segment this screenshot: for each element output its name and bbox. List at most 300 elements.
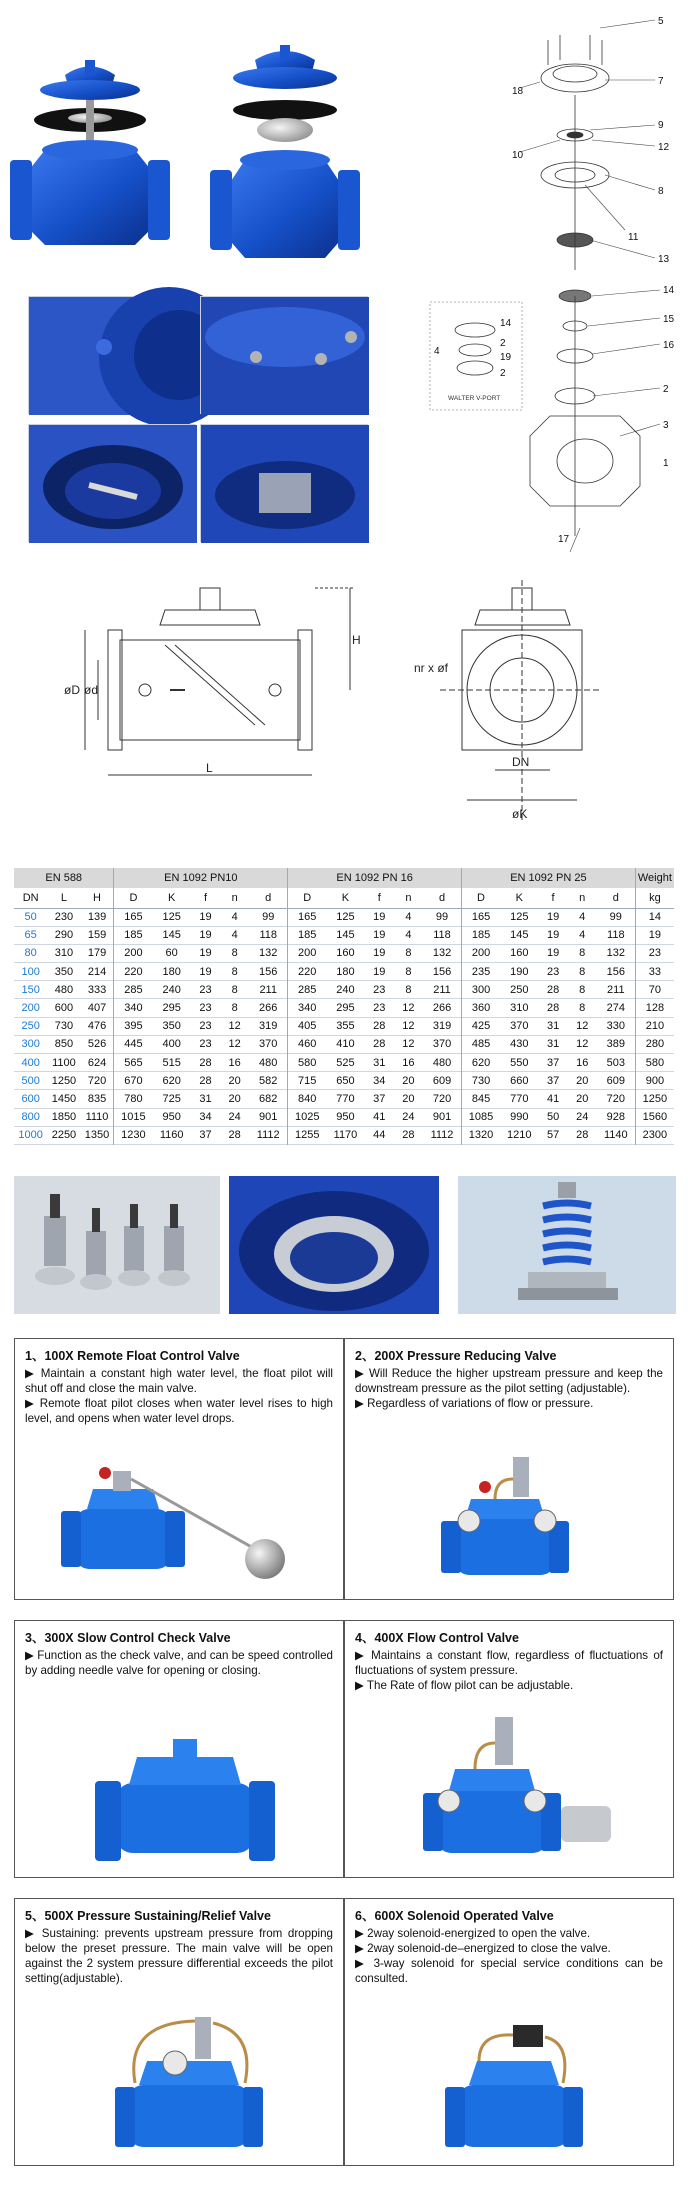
table-cell: 37 xyxy=(546,1074,560,1087)
table-cell: 20 xyxy=(402,1092,415,1105)
table-cell: 8 xyxy=(579,983,586,996)
table-cell: 900 xyxy=(635,1072,674,1090)
table-cell: 160 xyxy=(336,947,355,960)
table-cell: 1170 xyxy=(333,1129,358,1142)
dn-cell: 50 xyxy=(24,911,37,924)
table-cell: 19 xyxy=(199,929,212,942)
dim-label-nrf: nr x øf xyxy=(414,661,449,675)
table-cell: 179 xyxy=(87,947,107,960)
table-cell: 33 xyxy=(635,963,674,981)
table-cell: 145 xyxy=(162,929,181,942)
product-title: 4、400X Flow Control Valve xyxy=(355,1631,519,1645)
table-cell: 845 xyxy=(462,1090,501,1108)
table-cell: 430 xyxy=(510,1038,529,1051)
table-cell: 330 xyxy=(606,1020,625,1033)
table-cell: 125 xyxy=(336,911,355,924)
table-cell: 2250 xyxy=(51,1129,77,1142)
table-cell: 34 xyxy=(199,1111,212,1124)
table-cell: 8 xyxy=(231,965,238,978)
table-row xyxy=(14,981,674,999)
dn-cell: 100 xyxy=(21,965,40,978)
table-cell: 4 xyxy=(231,929,238,942)
table-row xyxy=(14,926,674,944)
part-number: 16 xyxy=(663,340,675,351)
table-cell: 128 xyxy=(635,999,674,1017)
dimension-table-wrapper xyxy=(14,868,674,1145)
dn-cell: 200 xyxy=(21,1002,40,1015)
table-cell: 23 xyxy=(199,983,212,996)
product-line: ▶ 2way solenoid-de–energized to close the valve. xyxy=(355,1942,611,1955)
pressure-reducing-valve-image xyxy=(425,1449,605,1589)
product-title: 6、600X Solenoid Operated Valve xyxy=(355,1909,554,1923)
table-cell: 609 xyxy=(432,1074,452,1087)
table-cell: 99 xyxy=(609,911,622,924)
table-cell: 730 xyxy=(54,1020,74,1033)
table-cell: 476 xyxy=(87,1020,107,1033)
photo-v-port-cage xyxy=(229,1176,439,1314)
accessory-photos xyxy=(0,1176,688,1316)
table-cell: 425 xyxy=(462,1017,501,1035)
part-number: 3 xyxy=(663,420,669,431)
table-cell: 165 xyxy=(462,908,501,926)
table-cell: 240 xyxy=(162,983,181,996)
group-header-weight: Weight xyxy=(635,868,674,888)
column-header: f xyxy=(365,888,394,908)
table-cell: 266 xyxy=(259,1002,278,1015)
table-cell: 28 xyxy=(402,1129,415,1142)
table-cell: 8 xyxy=(405,965,412,978)
group-header-pn16: EN 1092 PN 16 xyxy=(288,868,462,888)
table-cell: 19 xyxy=(373,947,386,960)
table-cell: 57 xyxy=(546,1129,560,1142)
exploded-line-drawing xyxy=(541,35,609,270)
table-cell: 19 xyxy=(373,929,386,942)
product-line: ▶ 2way solenoid-energized to open the valve. xyxy=(355,1927,591,1940)
table-cell: 600 xyxy=(54,1002,74,1015)
table-cell: 165 xyxy=(114,908,153,926)
table-cell: 770 xyxy=(510,1092,529,1105)
table-cell: 720 xyxy=(87,1074,107,1087)
table-cell: 185 xyxy=(462,926,501,944)
detail-photo-flange xyxy=(28,296,196,414)
table-cell: 407 xyxy=(87,1002,107,1015)
table-cell: 44 xyxy=(373,1129,386,1142)
table-cell: 290 xyxy=(54,929,74,942)
table-cell: 1015 xyxy=(114,1108,153,1126)
part-number: 10 xyxy=(512,150,524,161)
table-cell: 185 xyxy=(288,926,327,944)
product-card-600x xyxy=(344,1898,674,2166)
table-cell: 118 xyxy=(607,929,625,942)
table-cell: 165 xyxy=(288,908,327,926)
table-cell: 835 xyxy=(87,1092,107,1105)
table-cell: 526 xyxy=(87,1038,107,1051)
part-number: 15 xyxy=(663,314,675,325)
table-cell: 28 xyxy=(546,1002,560,1015)
table-cell: 340 xyxy=(114,999,153,1017)
table-cell: 4 xyxy=(405,929,412,942)
table-cell: 990 xyxy=(510,1111,529,1124)
table-cell: 730 xyxy=(462,1072,501,1090)
table-cell: 28 xyxy=(546,983,560,996)
dimension-drawings xyxy=(0,560,688,860)
table-cell: 720 xyxy=(432,1092,452,1105)
column-header: n xyxy=(568,888,597,908)
table-cell: 41 xyxy=(546,1092,560,1105)
group-header-en588: EN 588 xyxy=(14,868,114,888)
table-cell: 580 xyxy=(635,1054,674,1072)
table-cell: 139 xyxy=(87,911,107,924)
table-cell: 8 xyxy=(579,965,586,978)
table-cell: 70 xyxy=(635,981,674,999)
table-cell: 310 xyxy=(54,947,74,960)
table-cell: 214 xyxy=(87,965,107,978)
table-cell: 211 xyxy=(259,983,277,996)
table-cell: 300 xyxy=(462,981,501,999)
table-cell: 1085 xyxy=(462,1108,501,1126)
group-header-pn10: EN 1092 PN10 xyxy=(114,868,288,888)
table-cell: 1110 xyxy=(85,1111,109,1124)
product-card-400x xyxy=(344,1620,674,1878)
product-description xyxy=(345,1648,673,1693)
table-cell: 8 xyxy=(579,947,586,960)
table-cell: 565 xyxy=(114,1054,153,1072)
dn-cell: 65 xyxy=(24,929,37,942)
table-cell: 200 xyxy=(462,944,501,962)
table-cell: 405 xyxy=(288,1017,327,1035)
table-cell: 125 xyxy=(162,911,181,924)
table-cell: 19 xyxy=(546,947,560,960)
table-cell: 24 xyxy=(576,1111,589,1124)
table-cell: 1100 xyxy=(52,1056,76,1069)
product-line: ▶ Maintain a constant high water level, the float pilot will shut off and close the main valve. xyxy=(25,1367,333,1395)
table-cell: 16 xyxy=(228,1056,241,1069)
inset-part-number: 19 xyxy=(500,352,512,363)
table-cell: 20 xyxy=(402,1074,415,1087)
table-cell: 525 xyxy=(336,1056,355,1069)
table-cell: 770 xyxy=(336,1092,355,1105)
table-cell: 1350 xyxy=(84,1129,110,1142)
table-cell: 31 xyxy=(546,1020,560,1033)
table-cell: 41 xyxy=(373,1111,386,1124)
detail-photo-bonnet xyxy=(200,296,368,414)
table-cell: 4 xyxy=(579,929,586,942)
table-cell: 1450 xyxy=(51,1092,77,1105)
table-cell: 580 xyxy=(288,1054,327,1072)
table-cell: 389 xyxy=(606,1038,625,1051)
table-cell: 28 xyxy=(228,1129,241,1142)
table-row xyxy=(14,1090,674,1108)
table-cell: 23 xyxy=(199,1038,212,1051)
table-cell: 2300 xyxy=(635,1126,674,1144)
part-number: 1 xyxy=(663,458,669,469)
table-cell: 8 xyxy=(231,983,238,996)
table-cell: 19 xyxy=(199,911,212,924)
table-cell: 480 xyxy=(259,1056,278,1069)
table-cell: 28 xyxy=(373,1038,386,1051)
table-cell: 1250 xyxy=(635,1090,674,1108)
table-cell: 20 xyxy=(576,1092,589,1105)
dim-label-D: øD xyxy=(64,683,80,697)
table-cell: 211 xyxy=(433,983,451,996)
dn-cell: 500 xyxy=(21,1074,40,1087)
table-cell: 8 xyxy=(231,1002,238,1015)
product-line: ▶ Function as the check valve, and can be speed controlled by adding needle valve for opening or closing. xyxy=(25,1649,333,1677)
table-cell: 395 xyxy=(114,1017,153,1035)
exploded-valve-left xyxy=(10,60,170,245)
part-number: 9 xyxy=(658,120,664,131)
product-line: ▶ Sustaining: prevents upstream pressure from dropping below the preset pressure. The main valve will be open against the 2 system pressure differential exceeds the pilot setting(adjustable). xyxy=(25,1927,333,1985)
table-cell: 99 xyxy=(262,911,275,924)
column-header: kg xyxy=(635,888,674,908)
dim-label-K: øK xyxy=(512,807,528,821)
table-cell: 12 xyxy=(228,1038,241,1051)
table-cell: 850 xyxy=(54,1038,74,1051)
photo-pilot-valves xyxy=(14,1176,220,1314)
table-cell: 99 xyxy=(435,911,449,924)
table-cell: 160 xyxy=(510,947,529,960)
exploded-valve-section xyxy=(0,0,688,290)
table-cell: 12 xyxy=(576,1038,589,1051)
product-line: ▶ 3-way solenoid for special service conditions can be consulted. xyxy=(355,1957,663,1985)
table-cell: 8 xyxy=(231,947,238,960)
table-cell: 1850 xyxy=(51,1111,77,1124)
dn-cell: 1000 xyxy=(18,1129,43,1142)
column-header: f xyxy=(191,888,220,908)
table-cell: 12 xyxy=(402,1002,415,1015)
exploded-valve-renders xyxy=(0,0,688,290)
table-cell: 23 xyxy=(373,983,386,996)
table-cell: 23 xyxy=(199,1002,212,1015)
column-header: d xyxy=(423,888,462,908)
table-cell: 725 xyxy=(162,1092,181,1105)
table-cell: 24 xyxy=(402,1111,415,1124)
table-row xyxy=(14,1035,674,1053)
table-cell: 928 xyxy=(606,1111,625,1124)
table-cell: 609 xyxy=(606,1074,625,1087)
part-number: 2 xyxy=(663,384,669,395)
dim-label-DN: DN xyxy=(512,755,530,769)
table-row xyxy=(14,944,674,962)
table-cell: 1140 xyxy=(603,1129,628,1142)
table-cell: 780 xyxy=(114,1090,153,1108)
table-cell: 485 xyxy=(462,1035,501,1053)
table-cell: 480 xyxy=(54,983,74,996)
column-header: L xyxy=(47,888,80,908)
table-cell: 19 xyxy=(546,911,560,924)
product-card-100x xyxy=(14,1338,344,1600)
table-cell: 12 xyxy=(402,1038,415,1051)
table-cell: 8 xyxy=(579,1002,586,1015)
table-cell: 4 xyxy=(405,911,412,924)
table-row xyxy=(14,1017,674,1035)
table-cell: 159 xyxy=(87,929,107,942)
table-cell: 34 xyxy=(373,1074,386,1087)
table-cell: 12 xyxy=(402,1020,415,1033)
table-row xyxy=(14,1054,674,1072)
table-cell: 12 xyxy=(576,1020,589,1033)
table-cell: 60 xyxy=(165,947,178,960)
column-header: D xyxy=(288,888,327,908)
column-header: n xyxy=(394,888,423,908)
table-cell: 23 xyxy=(373,1002,386,1015)
table-cell: 4 xyxy=(579,911,586,924)
table-cell: 620 xyxy=(462,1054,501,1072)
table-cell: 1320 xyxy=(462,1126,501,1144)
table-cell: 950 xyxy=(162,1111,181,1124)
table-cell: 285 xyxy=(114,981,153,999)
dn-cell: 400 xyxy=(21,1056,40,1069)
table-cell: 445 xyxy=(114,1035,153,1053)
column-header: K xyxy=(152,888,191,908)
table-cell: 230 xyxy=(54,911,74,924)
table-cell: 220 xyxy=(114,963,153,981)
table-cell: 503 xyxy=(606,1056,625,1069)
table-cell: 840 xyxy=(288,1090,327,1108)
table-cell: 23 xyxy=(199,1020,212,1033)
table-cell: 1160 xyxy=(159,1129,184,1142)
product-line: ▶ Remote float pilot closes when water level rises to high level, and opens when water level drops. xyxy=(25,1397,333,1425)
table-cell: 340 xyxy=(288,999,327,1017)
table-cell: 295 xyxy=(162,1002,181,1015)
dn-cell: 80 xyxy=(24,947,37,960)
column-header: D xyxy=(462,888,501,908)
product-title: 1、100X Remote Float Control Valve xyxy=(25,1349,240,1363)
table-cell: 1025 xyxy=(288,1108,327,1126)
table-cell: 370 xyxy=(432,1038,452,1051)
table-cell: 319 xyxy=(432,1020,452,1033)
table-cell: 319 xyxy=(259,1020,278,1033)
table-cell: 28 xyxy=(199,1056,212,1069)
table-cell: 125 xyxy=(510,911,529,924)
table-cell: 23 xyxy=(635,944,674,962)
table-cell: 220 xyxy=(288,963,327,981)
table-cell: 950 xyxy=(336,1111,355,1124)
table-cell: 145 xyxy=(510,929,529,942)
product-title: 5、500X Pressure Sustaining/Relief Valve xyxy=(25,1909,271,1923)
table-cell: 37 xyxy=(199,1129,212,1142)
flow-control-valve-image xyxy=(415,1711,625,1871)
dn-cell: 800 xyxy=(21,1111,40,1124)
table-cell: 185 xyxy=(114,926,153,944)
table-cell: 19 xyxy=(546,929,560,942)
table-cell: 480 xyxy=(432,1056,452,1069)
table-cell: 1250 xyxy=(51,1074,77,1087)
part-number: 13 xyxy=(658,254,670,265)
table-cell: 901 xyxy=(432,1111,452,1124)
table-cell: 350 xyxy=(54,965,74,978)
table-cell: 410 xyxy=(336,1038,355,1051)
product-card-200x xyxy=(344,1338,674,1600)
part-number: 11 xyxy=(628,232,639,243)
product-line: ▶ Will Reduce the higher upstream pressure and keep the downstream pressure as the pilot setting (adjustable). xyxy=(355,1367,663,1395)
table-cell: 274 xyxy=(606,1002,625,1015)
table-cell: 118 xyxy=(433,929,451,942)
dimension-table xyxy=(14,868,674,1145)
table-cell: 310 xyxy=(510,1002,529,1015)
part-number: 17 xyxy=(558,534,570,545)
table-cell: 200 xyxy=(288,944,327,962)
table-cell: 28 xyxy=(576,1129,589,1142)
table-row xyxy=(14,963,674,981)
slow-check-valve-image xyxy=(85,1721,285,1871)
part-number: 14 xyxy=(663,285,675,296)
table-cell: 118 xyxy=(259,929,277,942)
table-cell: 1255 xyxy=(288,1126,327,1144)
product-line: ▶ The Rate of flow pilot can be adjustable. xyxy=(355,1679,574,1692)
table-cell: 266 xyxy=(432,1002,452,1015)
table-cell: 31 xyxy=(199,1092,212,1105)
table-cell: 285 xyxy=(288,981,327,999)
table-cell: 582 xyxy=(259,1074,278,1087)
table-cell: 550 xyxy=(510,1056,529,1069)
table-cell: 295 xyxy=(336,1002,355,1015)
table-cell: 360 xyxy=(462,999,501,1017)
product-card-500x xyxy=(14,1898,344,2166)
table-cell: 19 xyxy=(373,911,386,924)
table-cell: 280 xyxy=(635,1035,674,1053)
product-description xyxy=(15,1926,343,1986)
product-description xyxy=(345,1926,673,1986)
table-cell: 31 xyxy=(546,1038,560,1051)
table-cell: 37 xyxy=(373,1092,386,1105)
dn-cell: 600 xyxy=(21,1092,40,1105)
column-header: D xyxy=(114,888,153,908)
product-description xyxy=(345,1366,673,1411)
table-cell: 720 xyxy=(606,1092,625,1105)
product-description xyxy=(15,1366,343,1426)
table-cell: 355 xyxy=(336,1020,355,1033)
exploded-valve-right xyxy=(210,45,360,258)
table-cell: 14 xyxy=(635,908,674,926)
table-cell: 515 xyxy=(162,1056,181,1069)
table-cell: 156 xyxy=(432,965,452,978)
inset-part-number: 2 xyxy=(500,368,506,379)
inset-caption: WALTER V-PORT xyxy=(448,395,501,402)
float-control-valve-image xyxy=(55,1449,305,1589)
table-cell: 20 xyxy=(228,1074,241,1087)
table-cell: 624 xyxy=(87,1056,107,1069)
detail-photo-interior xyxy=(28,424,196,542)
column-header: H xyxy=(81,888,114,908)
table-cell: 1210 xyxy=(507,1129,532,1142)
column-header: DN xyxy=(14,888,47,908)
table-cell: 20 xyxy=(228,1092,241,1105)
part-number: 8 xyxy=(658,186,664,197)
product-card-300x xyxy=(14,1620,344,1878)
table-cell: 235 xyxy=(462,963,501,981)
table-cell: 1112 xyxy=(430,1129,454,1142)
table-cell: 20 xyxy=(576,1074,589,1087)
column-header: K xyxy=(326,888,365,908)
table-row xyxy=(14,1126,674,1144)
detail-photos-section xyxy=(0,285,688,545)
table-cell: 200 xyxy=(114,944,153,962)
table-cell: 16 xyxy=(402,1056,415,1069)
table-cell: 1230 xyxy=(114,1126,153,1144)
table-cell: 460 xyxy=(288,1035,327,1053)
table-cell: 24 xyxy=(228,1111,241,1124)
table-cell: 8 xyxy=(405,983,412,996)
inset-part-number: 4 xyxy=(434,346,440,357)
column-header: K xyxy=(500,888,539,908)
table-cell: 240 xyxy=(336,983,355,996)
table-cell: 156 xyxy=(259,965,278,978)
detail-photo-cage xyxy=(200,424,368,542)
part-number: 7 xyxy=(658,76,664,87)
table-cell: 660 xyxy=(510,1074,529,1087)
dim-label-d: ød xyxy=(84,683,99,697)
